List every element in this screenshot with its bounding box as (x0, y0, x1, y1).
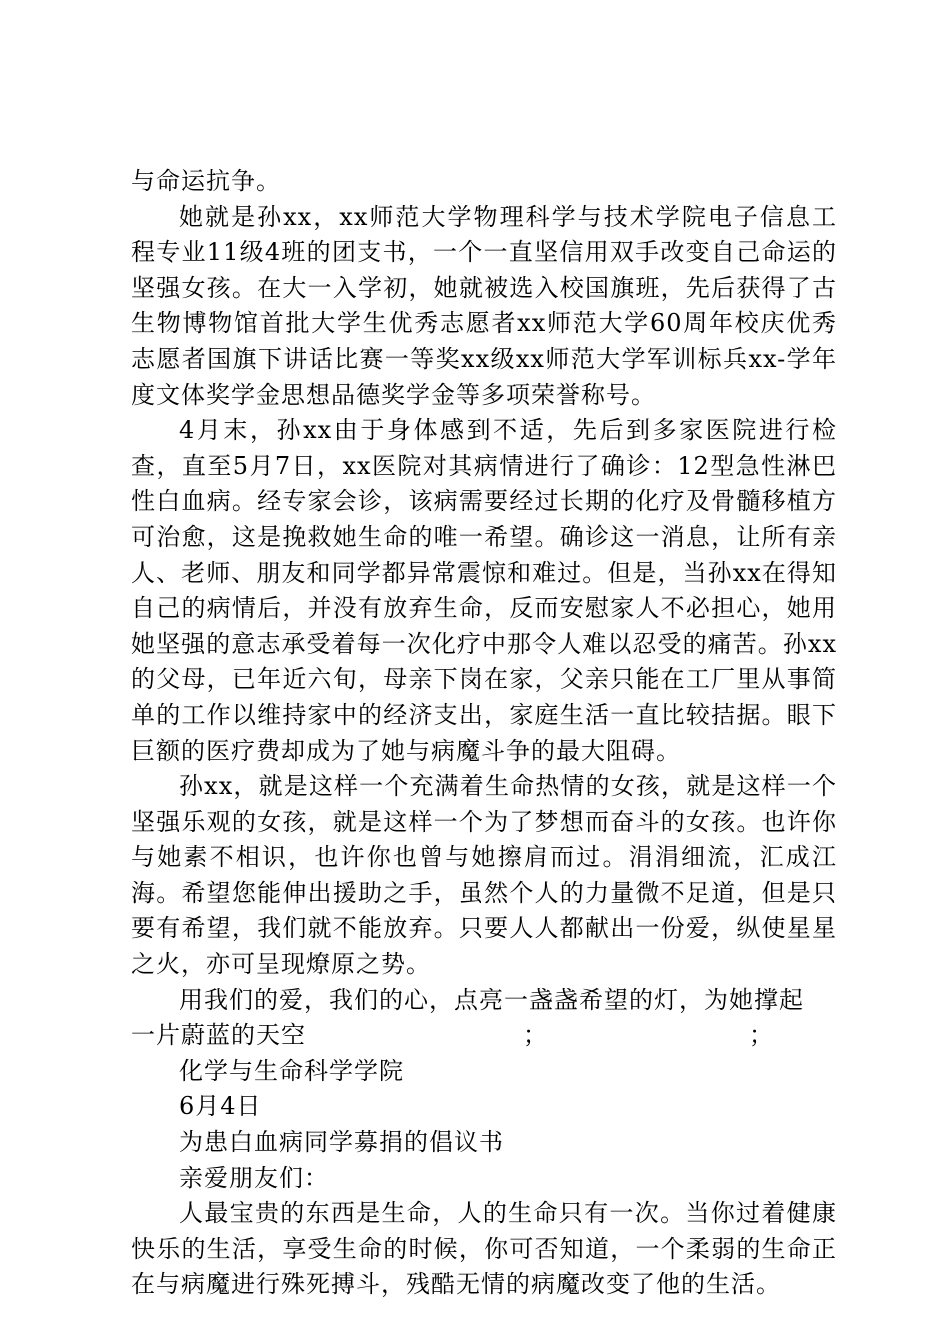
paragraph-introduction: 她就是孙xx，xx师范大学物理科学与技术学院电子信息工程专业11级4班的团支书，一个一直坚信用双手改变自己命运的坚强女孩。在大一入学初，她就被选入校国旗班，先后获得了古生物博物馆首批大学生优秀志愿者xx师范大学60周年校庆优秀志愿者国旗下讲话比赛一等奖xx级xx师范大学军训标兵xx-学年度文体奖学金思想品德奖学金等多项荣誉称号。 (131, 202, 837, 409)
signature-date: 6月4日 (179, 1092, 262, 1121)
document-page (131, 164, 837, 1303)
paragraph-closing-line2 (131, 1018, 837, 1054)
paragraph-continuation: 与命运抗争。 (131, 167, 281, 195)
paragraph-illness: 4月末，孙xx由于身体感到不适，先后到多家医院进行检查，直至5月7日，xx医院对其病情进行了确诊：12型急性淋巴性白血病。经专家会诊，该病需要经过长期的化疗及骨髓移植方可治愈，这是挽救她生命的唯一希望。确诊这一消息，让所有亲人、老师、朋友和同学都异常震惊和难过。但是，当孙xx在得知自己的病情后，并没有放弃生命，反而安慰家人不必担心，她用她坚强的意志承受着每一次化疗中那令人难以忍受的痛苦。孙xx的父母，已年近六旬，母亲下岗在家，父亲只能在工厂里从事简单的工作以维持家中的经济支出，家庭生活一直比较拮据。眼下巨额的医疗费却成为了她与病魔斗争的最大阻碍。 (131, 416, 837, 765)
paragraph-opening: 人最宝贵的东西是生命，人的生命只有一次。当你过着健康快乐的生活，享受生命的时候，你可否知道，一个柔弱的生命正在与病魔进行殊死搏斗，残酷无情的病魔改变了他的生活。 (131, 1199, 837, 1299)
semicolon-mark: ； (749, 1021, 773, 1050)
paragraph-appeal: 孙xx，就是这样一个充满着生命热情的女孩，就是这样一个坚强乐观的女孩，就是这样一个为了梦想而奋斗的女孩。也许你与她素不相识，也许你也曾与她擦肩而过。涓涓细流，汇成江海。希望您能伸出援助之手，虽然个人的力量微不足道，但是只要有希望，我们就不能放弃。只要人人都献出一份爱，纵使星星之火，亦可呈现燎原之势。 (131, 772, 837, 979)
signature-organization: 化学与生命科学学院 (179, 1056, 404, 1085)
semicolon-mark: ； (523, 1021, 547, 1050)
document-title: 为患白血病同学募捐的倡议书 (179, 1128, 504, 1157)
salutation: 亲爱朋友们： (179, 1163, 329, 1192)
paragraph-closing-line1: 用我们的爱，我们的心，点亮一盏盏希望的灯，为她撑起 (179, 985, 804, 1014)
closing-text: 一片蔚蓝的天空 (131, 1021, 306, 1050)
